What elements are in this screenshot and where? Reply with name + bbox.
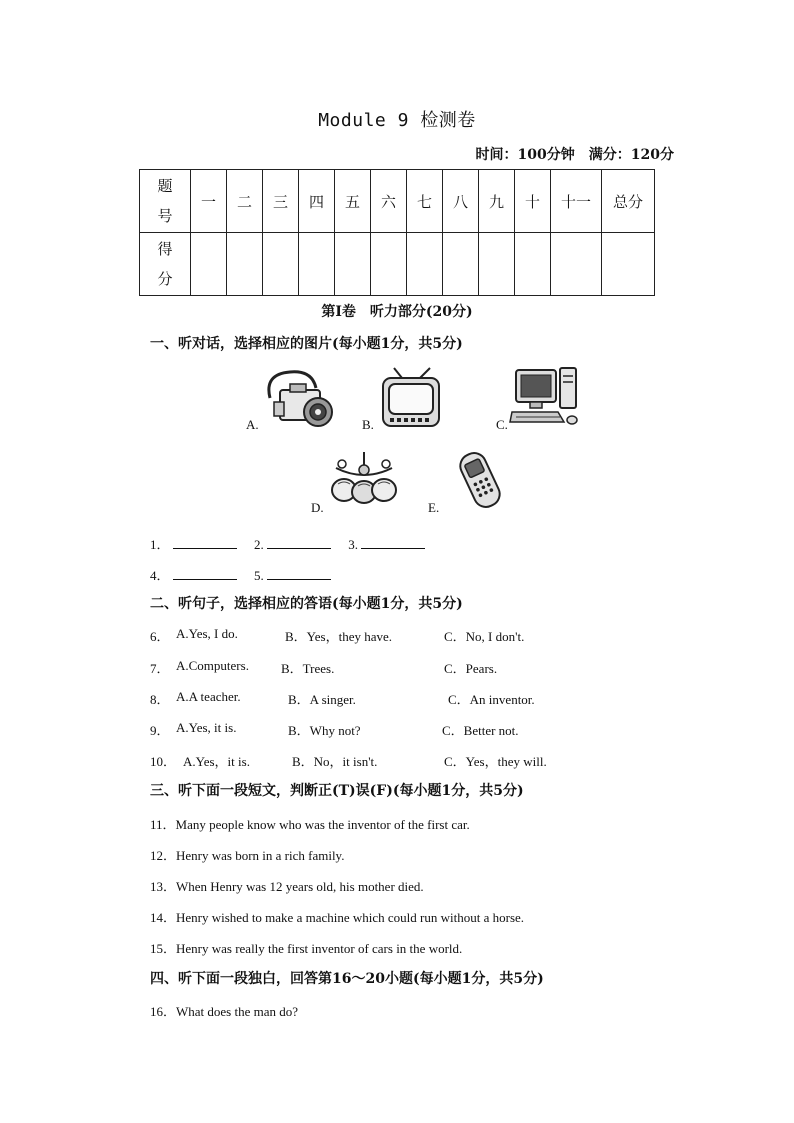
true-false-item: 15．Henry was really the first inventor of cars in the world. (150, 941, 463, 956)
score-cell-total[interactable] (602, 233, 655, 296)
row-head-char: 题 (157, 177, 173, 195)
score-table-row-questions (140, 170, 655, 233)
question-number: 9． (150, 723, 170, 738)
column-head: 总分 (602, 170, 655, 233)
option-c: C．Pears. (444, 661, 498, 676)
section2-heading: 二、听句子，选择相应的答语(每小题1分，共5分) (150, 596, 463, 612)
option-b: B．A singer. (288, 692, 356, 707)
column-head: 二 (227, 170, 263, 233)
question-number: 7． (150, 661, 170, 676)
row-head-char: 分 (157, 270, 173, 288)
true-false-item: 11．Many people know who was the inventor of the first car. (150, 817, 470, 832)
picture-label-b: B. (362, 417, 374, 432)
question-number: 8． (150, 692, 170, 707)
column-head: 六 (371, 170, 407, 233)
blank-number: 5. (254, 568, 264, 583)
row-head-char: 号 (157, 207, 173, 225)
column-head: 四 (299, 170, 335, 233)
answer-blank[interactable] (267, 567, 331, 580)
section1-heading: 一、听对话，选择相应的图片(每小题1分，共5分) (150, 336, 463, 352)
option-a: A.Yes, it is. (176, 720, 237, 735)
blank-number: 3. (348, 537, 359, 552)
score-cell[interactable] (335, 233, 371, 296)
picture-label-e: E. (428, 500, 440, 515)
option-a: A.Computers. (176, 658, 249, 673)
answer-blank[interactable] (173, 567, 237, 580)
option-c: C．Better not. (442, 723, 519, 738)
section3-heading: 三、听下面一段短文，判断正(T)误(F)(每小题1分，共5分) (150, 783, 524, 799)
true-false-item: 12．Henry was born in a rich family. (150, 848, 345, 863)
score-cell[interactable] (407, 233, 443, 296)
column-head: 八 (443, 170, 479, 233)
answer-blanks-row-1 (150, 534, 425, 553)
page-title: Module 9 检测卷 (318, 110, 476, 131)
score-cell[interactable] (299, 233, 335, 296)
option-a: A.Yes，it is. (183, 754, 250, 769)
exam-time-score: 时间：100分钟 满分：120分 (475, 147, 674, 163)
option-b: B．Yes，they have. (285, 629, 393, 644)
answer-blanks-row-2 (150, 565, 331, 584)
option-c: C．Yes，they will. (444, 754, 547, 769)
question-number: 10． (150, 754, 177, 769)
column-head: 九 (479, 170, 515, 233)
score-cell[interactable] (191, 233, 227, 296)
score-cell[interactable] (443, 233, 479, 296)
option-b: B．Trees. (281, 661, 335, 676)
column-head: 三 (263, 170, 299, 233)
row-head-score (140, 233, 191, 296)
column-head: 十 (515, 170, 551, 233)
option-c: C．An inventor. (448, 692, 535, 707)
row-head-char: 得 (157, 240, 173, 258)
chandelier-icon (330, 452, 398, 506)
question-number: 6． (150, 629, 170, 644)
column-head: 五 (335, 170, 371, 233)
option-a: A.A teacher. (176, 689, 241, 704)
computer-icon (510, 366, 582, 428)
true-false-item: 13．When Henry was 12 years old, his mother died. (150, 879, 424, 894)
answer-blank[interactable] (267, 536, 331, 549)
score-cell[interactable] (371, 233, 407, 296)
column-head: 十一 (551, 170, 602, 233)
score-table (139, 169, 655, 296)
blank-number: 2. (254, 537, 264, 552)
blank-number: 1． (150, 537, 170, 552)
listening-question: 16．What does the man do? (150, 1004, 299, 1019)
score-cell[interactable] (263, 233, 299, 296)
section4-heading: 四、听下面一段独白，回答第16～20小题(每小题1分，共5分) (150, 971, 544, 987)
answer-blank[interactable] (173, 536, 237, 549)
picture-label-a: A. (246, 417, 259, 432)
part-title: 第Ⅰ卷 听力部分(20分) (321, 304, 473, 320)
picture-label-c: C. (496, 417, 508, 432)
option-b: B．Why not? (288, 723, 361, 738)
camera-icon (260, 368, 336, 430)
column-head: 一 (191, 170, 227, 233)
true-false-item: 14．Henry wished to make a machine which could run without a horse. (150, 910, 525, 925)
answer-blank[interactable] (361, 536, 425, 549)
mobile-phone-icon (455, 450, 505, 510)
option-b: B．No，it isn't. (292, 754, 378, 769)
option-a: A.Yes, I do. (176, 626, 238, 641)
blank-number: 4． (150, 568, 170, 583)
column-head: 七 (407, 170, 443, 233)
score-cell[interactable] (479, 233, 515, 296)
score-cell[interactable] (551, 233, 602, 296)
row-head-question-number (140, 170, 191, 233)
picture-label-d: D. (311, 500, 324, 515)
score-cell[interactable] (515, 233, 551, 296)
option-c: C．No, I don't. (444, 629, 525, 644)
tv-icon (380, 366, 442, 430)
score-table-row-scores (140, 233, 655, 296)
score-cell[interactable] (227, 233, 263, 296)
